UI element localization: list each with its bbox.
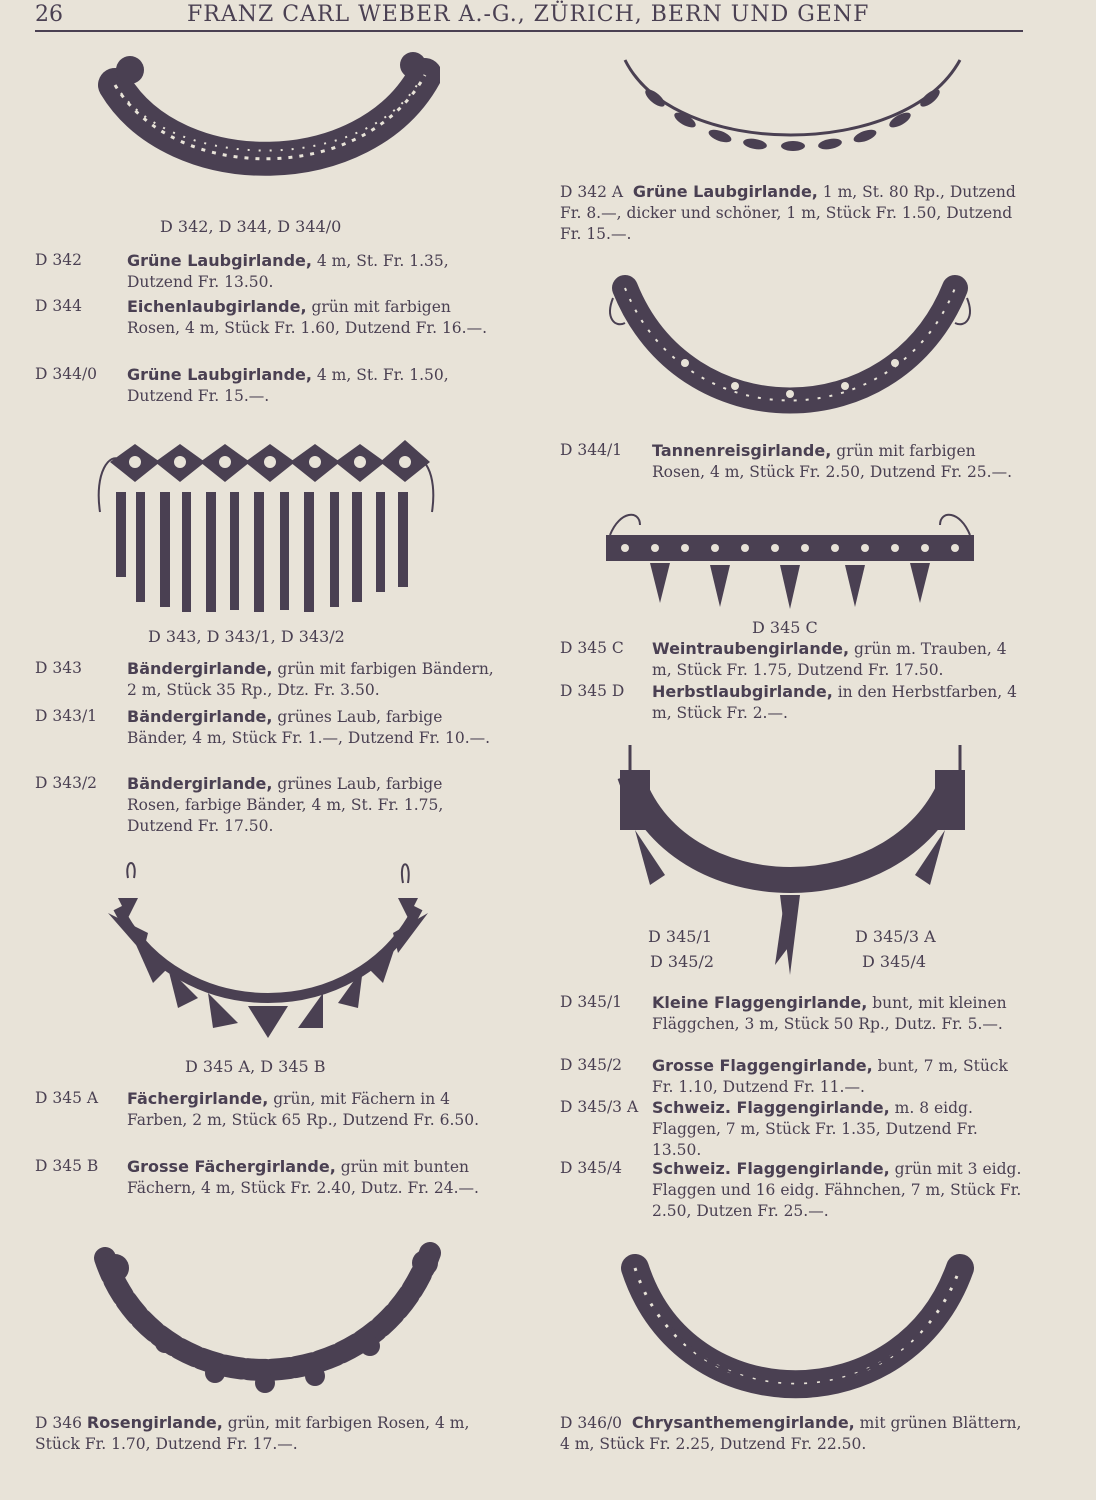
entry-d342 <box>35 250 500 294</box>
caption-d345-1: D 345/1 <box>648 927 713 946</box>
item-desc: in den Herbstfarben, 4 m, Stück Fr. 2.—. <box>652 683 1017 722</box>
entry-d343-1 <box>35 706 500 770</box>
item-desc: grün mit farbigen Rosen, 4 m, Stück Fr. 1.60, Dutzend Fr. 16.—. <box>127 298 488 337</box>
caption-d345ab: D 345 A, D 345 B <box>185 1057 326 1076</box>
item-code: D 343/1 <box>35 707 98 725</box>
item-desc: 1 m, St. 80 Rp., Dutzend Fr. 8.—, dicker und schöner, 1 m, Stück Fr. 1.50, Dutzend Fr. 15.—. <box>560 183 1016 243</box>
item-name: Grüne Laubgirlande, <box>127 365 312 384</box>
item-name: Chrysanthemengirlande, <box>631 1413 855 1432</box>
entry-d344-1 <box>560 440 1025 484</box>
item-desc: grün mit farbigen Rosen, 4 m, Stück Fr. 2.50, Dutzend Fr. 25.—. <box>652 442 1013 481</box>
chrysanthemengirlande-illustration <box>615 1248 975 1408</box>
item-name: Fächergirlande, <box>127 1089 269 1108</box>
entry-d346 <box>35 1412 500 1456</box>
item-name: Bändergirlande, <box>127 707 273 726</box>
entry-d345a <box>35 1088 500 1152</box>
faechergirlande-illustration <box>98 858 438 1043</box>
item-name: Tannenreisgirlande, <box>652 441 832 460</box>
caption-d345-4: D 345/4 <box>862 952 927 971</box>
item-code: D 343 <box>35 659 82 677</box>
page-title: FRANZ CARL WEBER A.-G., ZÜRICH, BERN UND GENF <box>187 2 870 27</box>
item-name: Grosse Flaggengirlande, <box>652 1056 873 1075</box>
item-name: Eichenlaubgirlande, <box>127 297 307 316</box>
entry-d342a <box>560 181 1025 245</box>
item-code: D 346/0 <box>560 1414 623 1432</box>
item-code: D 344 <box>35 297 82 315</box>
entry-d345-3a <box>560 1097 1025 1161</box>
entry-d343 <box>35 658 500 702</box>
item-name: Rosengirlande, <box>86 1413 223 1432</box>
item-name: Schweiz. Flaggengirlande, <box>652 1159 890 1178</box>
item-code: D 343/2 <box>35 774 98 792</box>
baendergirlande-illustration <box>90 432 442 617</box>
item-name: Bändergirlande, <box>127 659 273 678</box>
item-desc: m. 8 eidg. Flaggen, 7 m, Stück Fr. 1.35, Dutzend Fr. 13.50. <box>652 1099 978 1159</box>
laubgirlande-1m-illustration <box>615 50 970 170</box>
item-desc: grün, mit Fächern in 4 Farben, 2 m, Stück 65 Rp., Dutzend Fr. 6.50. <box>127 1090 480 1129</box>
header-rule <box>35 30 1023 32</box>
item-desc: grün mit 3 eidg. Flaggen und 16 eidg. Fähnchen, 7 m, Stück Fr. 2.50, Dutzen Fr. 25.—. <box>652 1160 1022 1220</box>
page-number: 26 <box>35 2 63 27</box>
tannenreisgirlande-illustration <box>605 268 975 428</box>
item-name: Herbstlaubgirlande, <box>652 682 833 701</box>
item-name: Grüne Laubgirlande, <box>632 182 818 201</box>
entry-d345-2 <box>560 1055 1025 1099</box>
entry-d345-1 <box>560 992 1025 1056</box>
entry-d344 <box>35 296 500 360</box>
item-code: D 345 D <box>560 682 625 700</box>
item-code: D 346 <box>35 1414 82 1432</box>
item-code: D 345 B <box>35 1157 99 1175</box>
item-desc: bunt, mit kleinen Fläggchen, 3 m, Stück 50 Rp., Dutz. Fr. 5.—. <box>652 994 1007 1033</box>
item-name: Grüne Laubgirlande, <box>127 251 312 270</box>
entry-d346-0 <box>560 1412 1030 1456</box>
item-name: Bändergirlande, <box>127 774 273 793</box>
item-name: Grosse Fächergirlande, <box>127 1157 336 1176</box>
weintraubengirlande-illustration <box>600 505 980 615</box>
item-code: D 342 A <box>560 183 624 201</box>
entry-d345b <box>35 1156 500 1220</box>
item-code: D 345/3 A <box>560 1098 639 1116</box>
item-desc: grünes Laub, farbige Bänder, 4 m, Stück Fr. 1.—, Dutzend Fr. 10.—. <box>127 708 491 747</box>
item-desc: bunt, 7 m, Stück Fr. 1.10, Dutzend Fr. 11.—. <box>652 1057 1008 1096</box>
item-desc: grünes Laub, farbige Rosen, farbige Bänder, 4 m, St. Fr. 1.75, Dutzend Fr. 17.50. <box>127 775 444 835</box>
entry-d345-4 <box>560 1158 1025 1222</box>
item-desc: grün mit farbigen Bändern, 2 m, Stück 35 Rp., Dtz. Fr. 3.50. <box>127 660 494 699</box>
item-desc: grün, mit farbigen Rosen, 4 m, Stück Fr. 1.70, Dutzend Fr. 17.—. <box>35 1414 470 1453</box>
item-code: D 345/4 <box>560 1159 623 1177</box>
item-code: D 342 <box>35 251 82 269</box>
item-code: D 345 C <box>560 639 624 657</box>
entry-d343-2 <box>35 773 500 837</box>
item-desc: mit grünen Blättern, 4 m, Stück Fr. 2.25, Dutzend Fr. 22.50. <box>560 1414 1022 1453</box>
item-desc: grün m. Trauben, 4 m, Stück Fr. 1.75, Dutzend Fr. 17.50. <box>652 640 1007 679</box>
rosengirlande-illustration <box>85 1238 445 1403</box>
laubgirlande-illustration <box>95 45 440 205</box>
item-code: D 345 A <box>35 1089 99 1107</box>
page-header <box>35 2 1023 30</box>
item-code: D 344/1 <box>560 441 623 459</box>
item-name: Weintraubengirlande, <box>652 639 850 658</box>
item-name: Schweiz. Flaggengirlande, <box>652 1098 890 1117</box>
item-desc: 4 m, St. Fr. 1.50, Dutzend Fr. 15.—. <box>127 366 449 405</box>
item-desc: grün mit bunten Fächern, 4 m, Stück Fr. 2.40, Dutz. Fr. 24.—. <box>127 1158 479 1197</box>
caption-d345-3a: D 345/3 A <box>855 927 936 946</box>
entry-d344-0 <box>35 364 500 408</box>
caption-d343: D 343, D 343/1, D 343/2 <box>148 627 345 646</box>
item-code: D 344/0 <box>35 365 98 383</box>
caption-d345-2: D 345/2 <box>650 952 715 971</box>
item-desc: 4 m, St. Fr. 1.35, Dutzend Fr. 13.50. <box>127 252 449 291</box>
item-code: D 345/1 <box>560 993 623 1011</box>
item-name: Kleine Flaggengirlande, <box>652 993 868 1012</box>
caption-d342: D 342, D 344, D 344/0 <box>160 217 342 236</box>
caption-d345c: D 345 C <box>752 618 818 637</box>
entry-d345d <box>560 681 1025 725</box>
item-code: D 345/2 <box>560 1056 623 1074</box>
entry-d345c <box>560 638 1025 682</box>
